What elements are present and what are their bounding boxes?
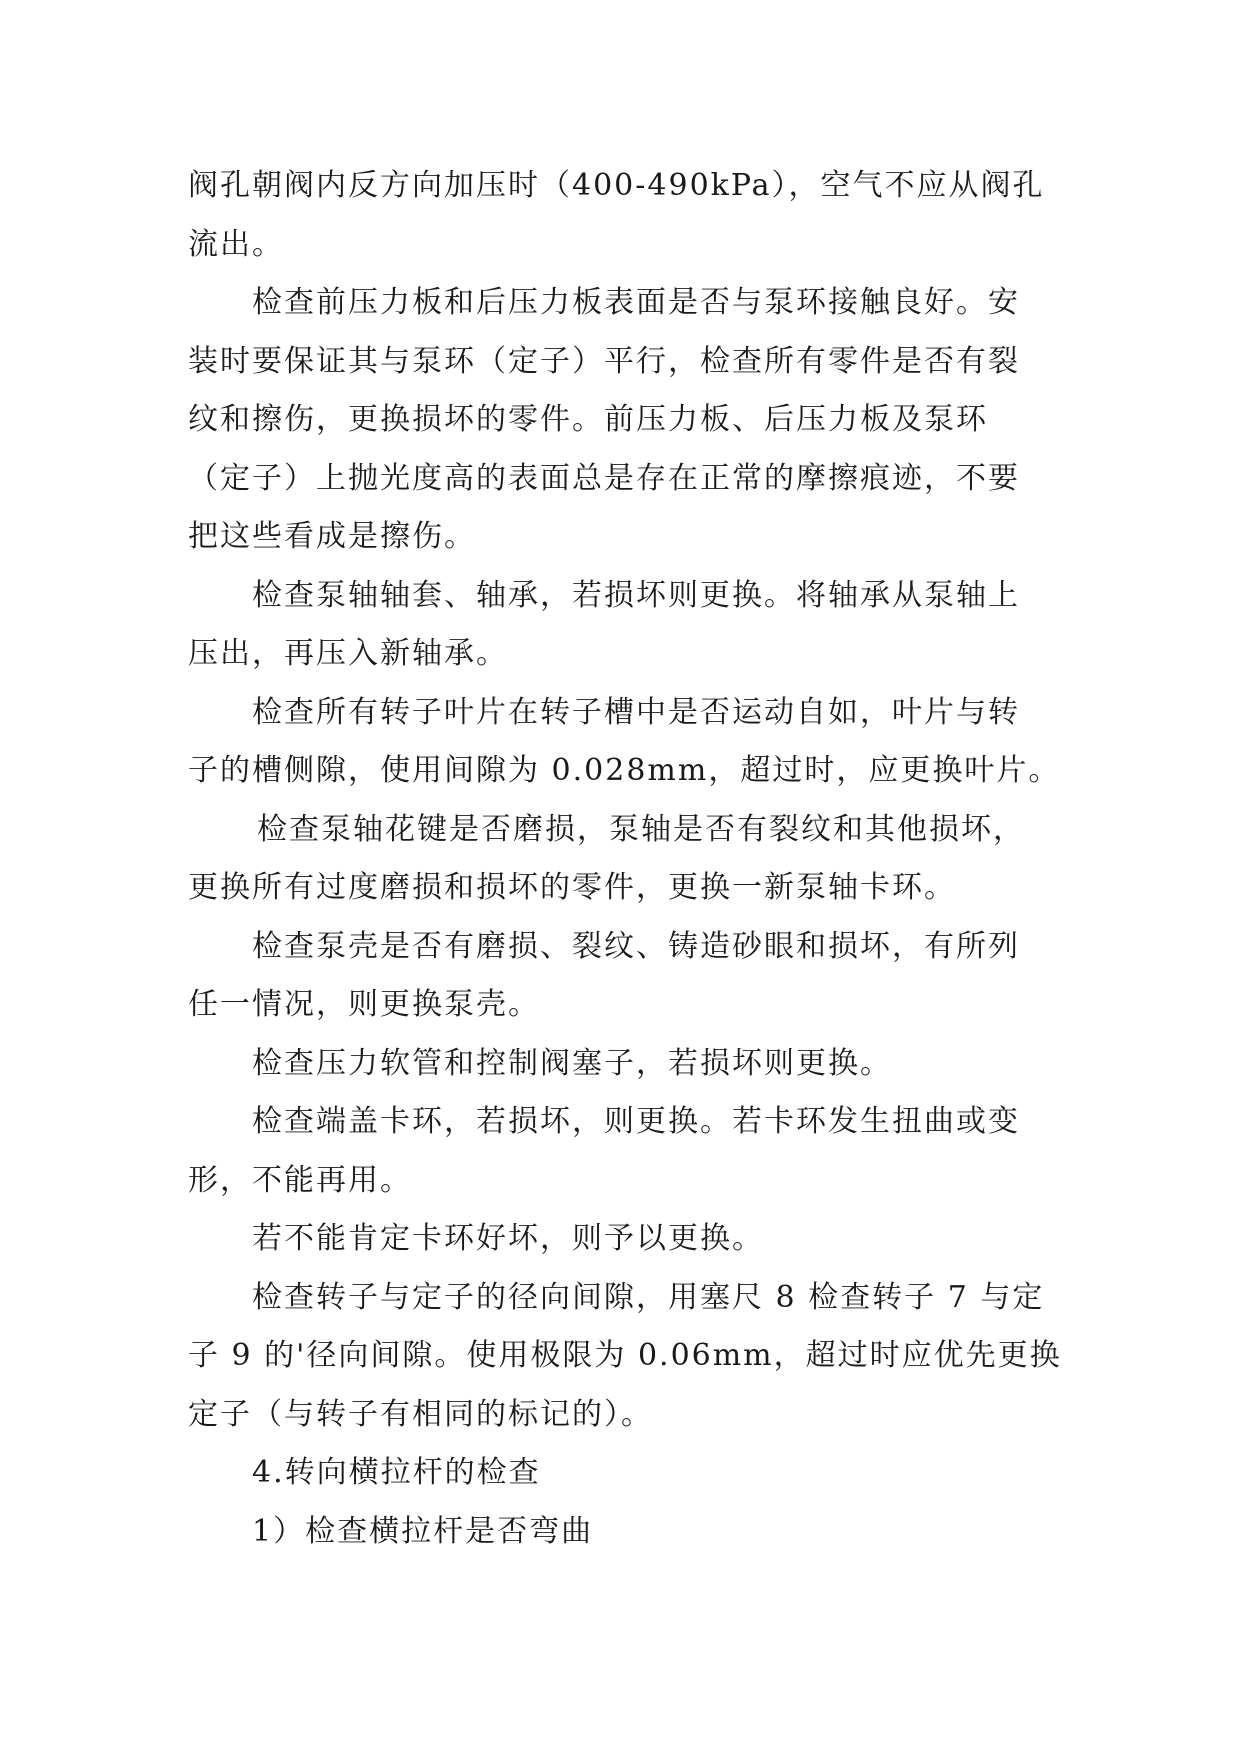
text-line: 检查泵轴花键是否磨损，泵轴是否有裂纹和其他损坏， [257, 811, 1025, 847]
document-body [188, 157, 1068, 1561]
text-line: 子 9 的'径向间隙。使用极限为 0.06mm，超过时应优先更换 [188, 1338, 1062, 1373]
text-line: 检查压力软管和控制阀塞子，若损坏则更换。 [252, 1045, 892, 1081]
text-line: 阀孔朝阀内反方向加压时（400-490kPa），空气不应从阀孔 [188, 168, 1045, 203]
text-line: 子的槽侧隙，使用间隙为 0.028mm，超过时，应更换叶片。 [188, 753, 1061, 788]
text-line: 检查端盖卡环，若损坏，则更换。若卡环发生扭曲或变 [252, 1104, 1020, 1139]
section-heading: 4.转向横拉杆的检查 [252, 1455, 541, 1490]
text-line: 压出，再压入新轴承。 [188, 636, 508, 671]
text-line: 形，不能再用。 [188, 1162, 412, 1198]
text-line: 若不能肯定卡环好坏，则予以更换。 [252, 1221, 764, 1256]
text-line: 流出。 [188, 226, 284, 262]
text-line: 检查前压力板和后压力板表面是否与泵环接触良好。安 [252, 285, 1020, 320]
text-line: （定子）上抛光度高的表面总是存在正常的摩擦痕迹，不要 [188, 460, 1020, 496]
subsection-heading: 1）检查横拉杆是否弯曲 [252, 1513, 594, 1549]
text-line: 装时要保证其与泵环（定子）平行，检查所有零件是否有裂 [188, 343, 1020, 379]
text-line: 更换所有过度磨损和损坏的零件，更换一新泵轴卡环。 [188, 870, 956, 905]
text-line: 检查泵轴轴套、轴承，若损坏则更换。将轴承从泵轴上 [252, 577, 1020, 613]
text-line: 纹和擦伤，更换损坏的零件。前压力板、后压力板及泵环 [188, 402, 988, 437]
text-line: 任一情况，则更换泵壳。 [188, 987, 540, 1022]
text-line: 把这些看成是擦伤。 [188, 519, 476, 554]
text-line: 检查泵壳是否有磨损、裂纹、铸造砂眼和损坏，有所列 [252, 928, 1020, 964]
text-line: 检查所有转子叶片在转子槽中是否运动自如，叶片与转 [252, 694, 1020, 730]
text-line: 定子（与转子有相同的标记的）。 [188, 1396, 653, 1432]
text-line: 检查转子与定子的径向间隙，用塞尺 8 检查转子 7 与定 [252, 1279, 1045, 1315]
